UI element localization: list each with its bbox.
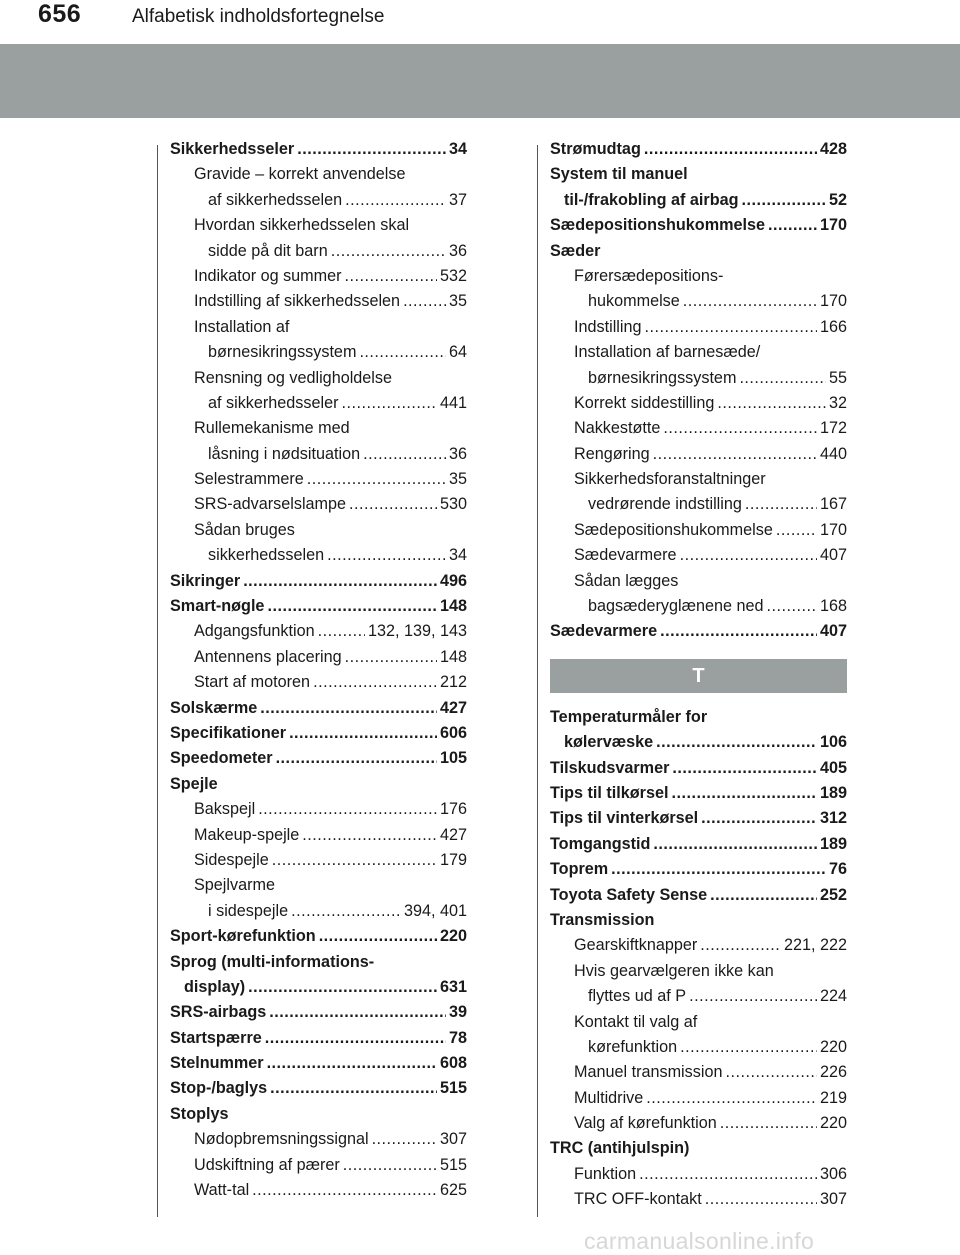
- index-entry: [550, 984, 847, 1009]
- index-entry: [170, 899, 467, 924]
- dot-leader: [265, 1026, 446, 1051]
- dot-leader: [660, 619, 817, 644]
- entry-page-number: 427: [439, 698, 467, 717]
- entry-text: af sikkerhedsseler: [208, 393, 339, 412]
- index-column-right: [550, 137, 847, 1213]
- index-entry: [550, 366, 847, 391]
- entry-text: Start af motoren: [194, 673, 311, 692]
- entry-text: Specifikationer: [170, 723, 287, 742]
- entry-text: Transmission: [550, 910, 655, 929]
- entry-text: Gravide – korrekt anvendelse: [194, 165, 406, 184]
- entry-page-number: 106: [819, 733, 847, 752]
- entry-text: Sport-kørefunktion: [170, 927, 316, 946]
- entry-text: Sikringer: [170, 571, 241, 590]
- index-entry: [170, 162, 467, 187]
- dot-leader: [689, 984, 817, 1009]
- index-entry: [550, 416, 847, 441]
- entry-text: Udskiftning af pærer: [194, 1155, 340, 1174]
- dot-leader: [700, 933, 781, 958]
- entry-page-number: 189: [819, 834, 847, 853]
- entry-text: Selestrammere: [194, 470, 304, 489]
- entry-text: Sprog (multi-informations-: [170, 952, 375, 971]
- entry-page-number: 36: [448, 241, 467, 260]
- index-entry: [170, 340, 467, 365]
- index-entry: [170, 467, 467, 492]
- entry-page-number: 32: [828, 393, 847, 412]
- index-entry: [550, 959, 847, 984]
- entry-page-number: 405: [819, 758, 847, 777]
- entry-page-number: 394, 401: [403, 901, 467, 920]
- entry-page-number: 312: [819, 809, 847, 828]
- index-entry: [170, 670, 467, 695]
- entry-text: Watt-tal: [194, 1181, 250, 1200]
- section-header-t: T: [550, 659, 847, 693]
- entry-text: Stoplys: [170, 1104, 229, 1123]
- dot-leader: [345, 645, 437, 670]
- entry-text: Adgangsfunktion: [194, 622, 315, 641]
- dot-leader: [741, 188, 826, 213]
- index-entry: [170, 1051, 467, 1076]
- index-entry: [550, 264, 847, 289]
- dot-leader: [663, 416, 817, 441]
- entry-text: kølervæske: [564, 733, 654, 752]
- dot-leader: [270, 1076, 437, 1101]
- dot-leader: [272, 848, 437, 873]
- index-entry: [170, 1102, 467, 1127]
- dot-leader: [745, 492, 817, 517]
- dot-leader: [267, 1051, 437, 1076]
- dot-leader: [372, 1127, 437, 1152]
- entry-text: Hvis gearvælgeren ikke kan: [574, 961, 774, 980]
- entry-page-number: 532: [439, 266, 467, 285]
- entry-text: Sikkerhedsforanstaltninger: [574, 470, 766, 489]
- index-entry: [170, 492, 467, 517]
- index-entry: [170, 188, 467, 213]
- dot-leader: [341, 391, 437, 416]
- index-entry: [550, 756, 847, 781]
- entry-text: Sidespejle: [194, 850, 269, 869]
- dot-leader: [291, 899, 401, 924]
- entry-page-number: 168: [819, 597, 847, 616]
- index-entry: [550, 857, 847, 882]
- dot-leader: [683, 289, 817, 314]
- dot-leader: [645, 315, 817, 340]
- entry-text: sidde på dit barn: [208, 241, 328, 260]
- entry-text: Stelnummer: [170, 1054, 264, 1073]
- index-entry: [550, 1111, 847, 1136]
- index-entry: [170, 975, 467, 1000]
- entry-text: hukommelse: [588, 292, 680, 311]
- index-entry: [170, 1153, 467, 1178]
- index-section-t: [550, 705, 847, 1213]
- entry-page-number: 37: [448, 190, 467, 209]
- entry-text: flyttes ud af P: [588, 987, 687, 1006]
- index-column-left: [170, 137, 467, 1203]
- index-entry: [550, 1086, 847, 1111]
- entry-page-number: 307: [819, 1190, 847, 1209]
- entry-page-number: 170: [819, 520, 847, 539]
- index-entry: [550, 518, 847, 543]
- entry-page-number: 105: [439, 749, 467, 768]
- dot-leader: [403, 289, 446, 314]
- entry-page-number: 221, 222: [783, 936, 847, 955]
- entry-text: Solskærme: [170, 698, 258, 717]
- entry-text: Nakkestøtte: [574, 419, 661, 438]
- dot-leader: [776, 518, 817, 543]
- index-entry: [170, 315, 467, 340]
- dot-leader: [327, 543, 446, 568]
- entry-text: Spejle: [170, 774, 218, 793]
- dot-leader: [243, 569, 437, 594]
- entry-text: Strømudtag: [550, 140, 641, 158]
- entry-text: Bakspejl: [194, 800, 256, 819]
- index-entry: [170, 594, 467, 619]
- entry-text: Smart-nøgle: [170, 597, 265, 616]
- index-entry: [170, 645, 467, 670]
- entry-text: Tomgangstid: [550, 834, 651, 853]
- page-title: Alfabetisk indholdsfortegnelse: [132, 6, 385, 27]
- entry-text: Gearskiftknapper: [574, 936, 698, 955]
- index-entry: [550, 933, 847, 958]
- entry-page-number: 52: [828, 190, 847, 209]
- entry-page-number: 132, 139, 143: [367, 622, 467, 641]
- dot-leader: [267, 594, 437, 619]
- dot-leader: [705, 1187, 817, 1212]
- entry-page-number: 307: [439, 1130, 467, 1149]
- dot-leader: [331, 239, 446, 264]
- index-entry: [550, 1010, 847, 1035]
- entry-text: Indstilling af sikkerhedsselen: [194, 292, 401, 311]
- watermark: carmanualsonline.info: [584, 1228, 815, 1254]
- entry-page-number: 407: [819, 622, 847, 641]
- index-entry: [550, 569, 847, 594]
- dot-leader: [289, 721, 437, 746]
- index-entry: [550, 1136, 847, 1161]
- entry-page-number: 224: [819, 987, 847, 1006]
- entry-text: Rullemekanisme med: [194, 419, 350, 438]
- index-entry: [550, 883, 847, 908]
- entry-text: Sædepositionshukommelse: [574, 520, 773, 539]
- dot-leader: [363, 442, 446, 467]
- index-entry: [170, 1026, 467, 1051]
- entry-text: Spejlvarme: [194, 876, 275, 895]
- index-entry: [550, 162, 847, 187]
- index-entry: [170, 797, 467, 822]
- index-entry: [550, 1060, 847, 1085]
- index-entry: [170, 619, 467, 644]
- entry-text: TRC (antihjulspin): [550, 1139, 690, 1158]
- entry-page-number: 631: [439, 977, 467, 996]
- dot-leader: [248, 975, 437, 1000]
- entry-page-number: 39: [448, 1003, 467, 1022]
- index-entry: [170, 569, 467, 594]
- entry-page-number: 212: [439, 673, 467, 692]
- dot-leader: [307, 467, 446, 492]
- entry-page-number: 440: [819, 444, 847, 463]
- entry-page-number: 530: [439, 495, 467, 514]
- entry-page-number: 55: [828, 368, 847, 387]
- index-entry: [550, 391, 847, 416]
- index-entry: [550, 594, 847, 619]
- index-entry: [170, 442, 467, 467]
- entry-text: Nødopbremsningssignal: [194, 1130, 369, 1149]
- dot-leader: [297, 137, 446, 162]
- entry-page-number: 407: [819, 546, 847, 565]
- entry-text: Antennens placering: [194, 647, 342, 666]
- entry-text: børnesikringssystem: [208, 343, 357, 362]
- dot-leader: [671, 781, 817, 806]
- entry-text: Tips til tilkørsel: [550, 783, 669, 802]
- dot-leader: [720, 1111, 817, 1136]
- entry-text: Multidrive: [574, 1088, 644, 1107]
- entry-page-number: 179: [439, 850, 467, 869]
- entry-text: bagsæderyglænene ned: [588, 597, 764, 616]
- dot-leader: [653, 832, 817, 857]
- entry-page-number: 148: [439, 597, 467, 616]
- page-number: 656: [38, 0, 82, 28]
- entry-text: Indikator og summer: [194, 266, 342, 285]
- index-entry: [170, 1127, 467, 1152]
- dot-leader: [653, 442, 817, 467]
- dot-leader: [359, 340, 446, 365]
- entry-text: Sæder: [550, 241, 601, 260]
- entry-text: Hvordan sikkerhedsselen skal: [194, 216, 410, 235]
- entry-text: Tips til vinterkørsel: [550, 809, 699, 828]
- entry-page-number: 220: [439, 927, 467, 946]
- dot-leader: [611, 857, 826, 882]
- entry-text: TRC OFF-kontakt: [574, 1190, 702, 1209]
- entry-page-number: 36: [448, 444, 467, 463]
- entry-text: Stop-/baglys: [170, 1079, 268, 1098]
- entry-text: display): [184, 977, 246, 996]
- index-entry: [550, 705, 847, 730]
- entry-text: Funktion: [574, 1164, 637, 1183]
- dot-leader: [276, 746, 437, 771]
- index-entry: [550, 467, 847, 492]
- entry-text: Startspærre: [170, 1028, 262, 1047]
- entry-text: Tilskudsvarmer: [550, 758, 670, 777]
- entry-page-number: 148: [439, 647, 467, 666]
- index-entry: [170, 873, 467, 898]
- index-entry: [170, 924, 467, 949]
- index-entry: [170, 416, 467, 441]
- index-entry: [550, 1162, 847, 1187]
- dot-leader: [701, 806, 817, 831]
- dot-leader: [260, 696, 437, 721]
- entry-page-number: 167: [819, 495, 847, 514]
- entry-text: Sædepositionshukommelse: [550, 216, 765, 235]
- entry-text: Speedometer: [170, 749, 273, 768]
- entry-page-number: 220: [819, 1114, 847, 1133]
- dot-leader: [313, 670, 437, 695]
- entry-page-number: 35: [448, 470, 467, 489]
- index-entry: [170, 950, 467, 975]
- index-entry: [170, 391, 467, 416]
- dot-leader: [343, 1153, 437, 1178]
- dot-leader: [345, 188, 446, 213]
- entry-text: SRS-airbags: [170, 1003, 267, 1022]
- index-entry: [170, 1000, 467, 1025]
- index-entry: [170, 848, 467, 873]
- entry-text: SRS-advarselslampe: [194, 495, 347, 514]
- index-entry: [550, 239, 847, 264]
- index-entry: [170, 213, 467, 238]
- dot-leader: [680, 1035, 817, 1060]
- dot-leader: [349, 492, 437, 517]
- entry-page-number: 441: [439, 393, 467, 412]
- dot-leader: [639, 1162, 817, 1187]
- index-section-s: [550, 137, 847, 645]
- entry-page-number: 189: [819, 783, 847, 802]
- index-entry: [550, 908, 847, 933]
- index-entry: [550, 213, 847, 238]
- index-entry: [170, 518, 467, 543]
- dot-leader: [644, 137, 817, 162]
- entry-page-number: 176: [439, 800, 467, 819]
- index-entry: [550, 619, 847, 644]
- entry-text: Makeup-spejle: [194, 825, 300, 844]
- entry-text: Toyota Safety Sense: [550, 885, 708, 904]
- dot-leader: [680, 543, 817, 568]
- index-entry: [550, 442, 847, 467]
- entry-page-number: 252: [819, 885, 847, 904]
- index-entry: [550, 315, 847, 340]
- entry-page-number: 170: [819, 292, 847, 311]
- dot-leader: [739, 366, 826, 391]
- entry-text: Valg af kørefunktion: [574, 1114, 717, 1133]
- index-entry: [550, 340, 847, 365]
- entry-page-number: 306: [819, 1164, 847, 1183]
- entry-text: børnesikringssystem: [588, 368, 737, 387]
- dot-leader: [767, 594, 817, 619]
- index-entry: [170, 543, 467, 568]
- index-entry: [170, 264, 467, 289]
- entry-text: Kontakt til valg af: [574, 1012, 698, 1031]
- entry-page-number: 608: [439, 1054, 467, 1073]
- index-entry: [550, 781, 847, 806]
- entry-page-number: 170: [819, 216, 847, 235]
- index-entry: [170, 1076, 467, 1101]
- index-entry: [550, 188, 847, 213]
- entry-text: Rengøring: [574, 444, 650, 463]
- entry-page-number: 427: [439, 825, 467, 844]
- dot-leader: [345, 264, 437, 289]
- entry-page-number: 220: [819, 1037, 847, 1056]
- entry-text: Temperaturmåler for: [550, 707, 708, 726]
- dot-leader: [252, 1178, 437, 1203]
- entry-page-number: 34: [448, 140, 467, 158]
- dot-leader: [672, 756, 817, 781]
- entry-page-number: 219: [819, 1088, 847, 1107]
- entry-text: Førersædepositions-: [574, 266, 724, 285]
- entry-text: System til manuel: [550, 165, 688, 184]
- dot-leader: [302, 823, 437, 848]
- dot-leader: [258, 797, 437, 822]
- entry-text: Korrekt siddestilling: [574, 393, 715, 412]
- entry-text: Sikkerhedsseler: [170, 140, 295, 158]
- dot-leader: [319, 924, 437, 949]
- dot-leader: [656, 730, 817, 755]
- entry-page-number: 64: [448, 343, 467, 362]
- index-entry: [170, 1178, 467, 1203]
- entry-text: Sådan lægges: [574, 571, 679, 590]
- index-entry: [170, 289, 467, 314]
- entry-text: Sædevarmere: [574, 546, 677, 565]
- entry-page-number: 78: [448, 1028, 467, 1047]
- entry-text: vedrørende indstilling: [588, 495, 742, 514]
- entry-page-number: 226: [819, 1063, 847, 1082]
- entry-text: Sædevarmere: [550, 622, 658, 641]
- entry-page-number: 428: [819, 140, 847, 158]
- entry-text: Toprem: [550, 860, 609, 879]
- entry-text: Sådan bruges: [194, 520, 295, 539]
- dot-leader: [725, 1060, 817, 1085]
- index-entry: [550, 543, 847, 568]
- index-entry: [170, 137, 467, 162]
- index-entry: [170, 746, 467, 771]
- entry-page-number: 76: [828, 860, 847, 879]
- index-entry: [170, 772, 467, 797]
- header-band: [0, 44, 960, 118]
- dot-leader: [768, 213, 817, 238]
- index-entry: [550, 806, 847, 831]
- entry-text: Manuel transmission: [574, 1063, 723, 1082]
- entry-page-number: 35: [448, 292, 467, 311]
- entry-text: i sidespejle: [208, 901, 289, 920]
- index-entry: [550, 492, 847, 517]
- index-entry: [550, 730, 847, 755]
- entry-text: Indstilling: [574, 317, 642, 336]
- dot-leader: [717, 391, 826, 416]
- entry-page-number: 166: [819, 317, 847, 336]
- entry-text: kørefunktion: [588, 1037, 678, 1056]
- dot-leader: [710, 883, 817, 908]
- entry-text: sikkerhedsselen: [208, 546, 325, 565]
- dot-leader: [318, 619, 365, 644]
- entry-text: Installation af barnesæde/: [574, 343, 761, 362]
- index-entry: [170, 696, 467, 721]
- entry-page-number: 34: [448, 546, 467, 565]
- entry-text: Rensning og vedligholdelse: [194, 368, 392, 387]
- index-entry: [550, 832, 847, 857]
- index-entry: [170, 366, 467, 391]
- index-entry: [550, 1035, 847, 1060]
- column-divider-left: [157, 145, 158, 1217]
- entry-page-number: 515: [439, 1155, 467, 1174]
- index-entry: [170, 239, 467, 264]
- entry-text: Installation af: [194, 317, 290, 336]
- entry-text: af sikkerhedsselen: [208, 190, 343, 209]
- dot-leader: [646, 1086, 817, 1111]
- entry-page-number: 606: [439, 723, 467, 742]
- entry-page-number: 496: [439, 571, 467, 590]
- index-entry: [550, 289, 847, 314]
- entry-page-number: 625: [439, 1181, 467, 1200]
- dot-leader: [269, 1000, 446, 1025]
- column-divider-middle: [537, 145, 538, 1217]
- index-entry: [170, 721, 467, 746]
- entry-text: låsning i nødsituation: [208, 444, 361, 463]
- entry-page-number: 515: [439, 1079, 467, 1098]
- index-entry: [170, 823, 467, 848]
- page-header: [0, 0, 960, 34]
- index-entry: [550, 137, 847, 162]
- entry-page-number: 172: [819, 419, 847, 438]
- index-entry: [550, 1187, 847, 1212]
- entry-text: til-/frakobling af airbag: [564, 190, 739, 209]
